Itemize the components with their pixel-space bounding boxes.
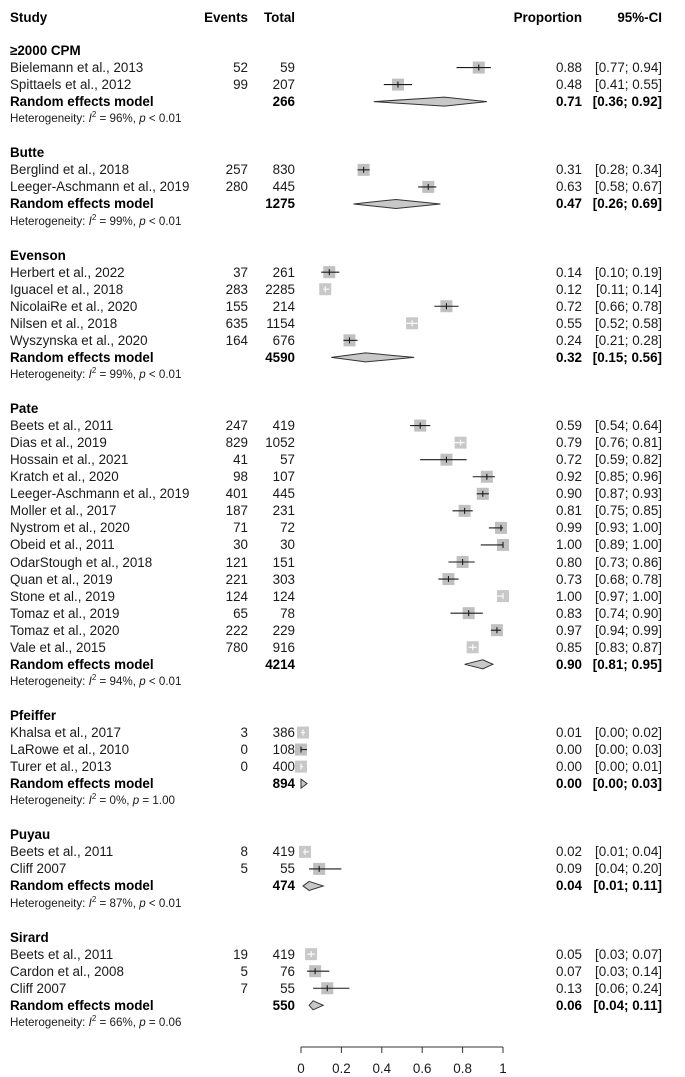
study-ci: [0.58; 0.67] [594,179,662,195]
summary-proportion: 0.00 [555,776,582,792]
study-name: Herbert et al., 2022 [10,264,125,280]
study-ci: [0.06; 0.24] [594,980,662,996]
header-ci: 95%-CI [617,10,662,25]
study-total: 207 [272,77,295,93]
study-proportion: 0.31 [555,162,582,178]
random-effects-row [0,775,685,792]
study-proportion: 0.80 [555,554,582,570]
study-name: Turer et al., 2013 [10,759,112,775]
study-name: Spittaels et al., 2012 [10,77,132,93]
heterogeneity-row [0,673,685,690]
study-row [0,281,685,298]
random-effects-row [0,195,685,212]
study-name: Cliff 2007 [10,861,67,877]
study-proportion: 0.72 [555,298,582,314]
heterogeneity-text: Heterogeneity: $I^2 = 66\%$, p = 0.06 [10,1013,182,1029]
study-events: 7 [240,980,248,996]
study-total: 231 [272,503,295,519]
group-title: Puyau [10,827,51,843]
group-title: Pfeiffer [10,707,57,723]
heterogeneity-row [0,792,685,809]
study-proportion: 0.07 [555,963,582,979]
study-row [0,468,685,485]
study-ci: [0.73; 0.86] [594,554,662,570]
summary-proportion: 0.90 [555,656,582,672]
study-proportion: 0.85 [555,639,582,655]
study-proportion: 1.00 [555,588,582,604]
study-row [0,724,685,741]
study-row [0,178,685,195]
study-total: 59 [280,60,295,76]
study-events: 780 [225,639,248,655]
study-events: 121 [225,554,248,570]
random-effects-row [0,349,685,366]
group-title: Evenson [10,247,66,263]
study-row [0,741,685,758]
study-proportion: 0.81 [555,503,582,519]
study-proportion: 1.00 [555,537,582,553]
random-effects-label: Random effects model [10,997,154,1013]
study-events: 187 [225,503,248,519]
study-ci: [0.89; 1.00] [594,537,662,553]
study-row [0,332,685,349]
study-total: 108 [272,742,295,758]
summary-total: 474 [272,878,295,894]
study-events: 283 [225,281,248,297]
study-ci: [0.41; 0.55] [594,77,662,93]
study-name: Berglind et al., 2018 [10,162,130,178]
study-events: 0 [240,742,248,758]
study-name: Beets et al., 2011 [10,946,114,962]
study-row [0,963,685,980]
group-title-row [0,400,685,417]
study-row [0,946,685,963]
study-ci: [0.21; 0.28] [594,332,662,348]
study-total: 830 [272,162,295,178]
random-effects-label: Random effects model [10,656,154,672]
random-effects-label: Random effects model [10,878,154,894]
study-name: Beets et al., 2011 [10,418,114,434]
study-ci: [0.94; 0.99] [594,622,662,638]
study-row [0,315,685,332]
study-name: Iguacel et al., 2018 [10,281,124,297]
study-ci: [0.77; 0.94] [594,60,662,76]
summary-proportion: 0.04 [555,878,582,894]
study-ci: [0.01; 0.04] [594,844,662,860]
study-ci: [0.66; 0.78] [594,298,662,314]
header-events: Events [204,10,248,25]
study-ci: [0.76; 0.81] [594,435,662,451]
study-total: 916 [272,639,295,655]
study-total: 400 [272,759,295,775]
study-events: 155 [225,298,248,314]
study-events: 635 [225,315,248,331]
study-proportion: 0.24 [555,332,582,348]
random-effects-label: Random effects model [10,196,154,212]
study-row [0,59,685,76]
study-events: 247 [225,418,248,434]
random-effects-row [0,656,685,673]
study-events: 3 [240,725,248,740]
summary-ci: [0.36; 0.92] [592,94,662,110]
study-row [0,758,685,775]
study-name: Bielemann et al., 2013 [10,60,144,76]
study-name: Dias et al., 2019 [10,435,107,451]
study-row [0,519,685,536]
study-total: 419 [272,946,295,962]
group-title: Sirard [10,929,49,945]
study-events: 221 [225,571,248,587]
summary-total: 4214 [265,656,295,672]
study-row [0,980,685,997]
study-ci: [0.10; 0.19] [594,264,662,280]
study-ci: [0.54; 0.64] [594,418,662,434]
summary-proportion: 0.71 [555,94,582,110]
random-effects-label: Random effects model [10,94,154,110]
study-proportion: 0.00 [555,742,582,758]
study-proportion: 0.00 [555,759,582,775]
study-events: 65 [233,605,248,621]
summary-ci: [0.01; 0.11] [593,878,662,894]
study-events: 5 [240,963,248,979]
study-name: Quan et al., 2019 [10,571,113,587]
summary-total: 1275 [265,196,295,212]
study-events: 71 [233,520,248,536]
study-proportion: 0.79 [555,435,582,451]
study-ci: [0.68; 0.78] [594,571,662,587]
study-ci: [0.00; 0.03] [594,742,662,758]
study-proportion: 0.12 [555,281,582,297]
study-total: 57 [280,452,295,468]
study-name: Khalsa et al., 2017 [10,725,121,740]
x-tick-label: 0.2 [332,1060,351,1076]
study-name: LaRowe et al., 2010 [10,742,130,758]
study-name: Obeid et al., 2011 [10,537,115,553]
study-total: 214 [272,298,295,314]
study-proportion: 0.88 [555,60,582,76]
study-name: Cardon et al., 2008 [10,963,124,979]
study-proportion: 0.05 [555,946,582,962]
heterogeneity-row [0,895,685,912]
heterogeneity-text: Heterogeneity: $I^2 = 0\%$, p = 1.00 [10,792,175,808]
study-row [0,298,685,315]
summary-ci: [0.15; 0.56] [592,349,662,365]
summary-ci: [0.81; 0.95] [592,656,662,672]
x-tick-label: 0.8 [453,1060,472,1076]
study-name: Kratch et al., 2020 [10,469,119,485]
heterogeneity-text: Heterogeneity: $I^2 = 87\%$, p < 0.01 [10,894,182,910]
study-row [0,639,685,656]
header-study: Study [10,10,48,25]
study-proportion: 0.13 [555,980,582,996]
random-effects-label: Random effects model [10,776,154,792]
summary-ci: [0.00; 0.03] [592,776,662,792]
study-total: 2285 [265,281,295,297]
study-ci: [0.75; 0.85] [594,503,662,519]
random-effects-row [0,997,685,1014]
study-events: 222 [225,622,248,638]
summary-ci: [0.04; 0.11] [593,997,662,1013]
study-name: Leeger-Aschmann et al., 2019 [10,179,190,195]
summary-total: 550 [272,997,295,1013]
heterogeneity-text: Heterogeneity: $I^2 = 96\%$, p < 0.01 [10,110,182,126]
study-events: 52 [233,60,248,76]
study-row [0,485,685,502]
study-events: 280 [225,179,248,195]
study-proportion: 0.02 [555,844,582,860]
study-name: Hossain et al., 2021 [10,452,129,468]
header-proportion: Proportion [513,10,582,25]
group-title: ≥2000 CPM [10,43,81,58]
study-ci: [0.03; 0.07] [594,946,662,962]
study-total: 107 [272,469,295,485]
random-effects-row [0,93,685,110]
study-ci: [0.74; 0.90] [594,605,662,621]
summary-total: 894 [272,776,295,792]
study-events: 19 [233,946,248,962]
random-effects-row [0,877,685,894]
study-ci: [0.97; 1.00] [594,588,662,604]
study-ci: [0.00; 0.01] [594,759,662,775]
study-proportion: 0.73 [555,571,582,587]
study-total: 78 [280,605,295,621]
summary-proportion: 0.06 [555,997,582,1013]
study-name: Cliff 2007 [10,980,67,996]
summary-total: 266 [272,94,295,110]
study-name: Nilsen et al., 2018 [10,315,118,331]
study-row [0,434,685,451]
x-tick-label: 1 [499,1060,507,1076]
study-proportion: 0.55 [555,315,582,331]
study-proportion: 0.90 [555,486,582,502]
group-title-row [0,42,685,59]
study-ci: [0.04; 0.20] [594,861,662,877]
x-tick-label: 0.4 [372,1060,392,1076]
study-ci: [0.11; 0.14] [595,281,662,297]
study-name: Stone et al., 2019 [10,588,115,604]
study-proportion: 0.59 [555,418,582,434]
study-row [0,502,685,519]
study-total: 72 [280,520,295,536]
study-events: 41 [233,452,248,468]
summary-proportion: 0.47 [555,196,582,212]
study-row [0,76,685,93]
study-proportion: 0.09 [555,861,582,877]
study-total: 386 [272,725,295,740]
summary-total: 4590 [265,349,295,365]
study-total: 1154 [266,315,295,331]
study-name: Wyszynska et al., 2020 [10,332,148,348]
study-row [0,264,685,281]
study-name: Tomaz et al., 2020 [10,622,120,638]
study-row [0,571,685,588]
study-proportion: 0.99 [555,520,582,536]
group-title-row [0,247,685,264]
study-total: 676 [272,332,295,348]
study-row [0,588,685,605]
study-total: 419 [272,844,295,860]
study-total: 30 [280,537,295,553]
study-total: 151 [272,554,295,570]
heterogeneity-row [0,366,685,383]
study-total: 229 [272,622,295,638]
x-tick-label: 0.6 [412,1060,432,1076]
study-row [0,451,685,468]
study-total: 55 [280,980,295,996]
study-proportion: 0.63 [555,179,582,195]
heterogeneity-row [0,213,685,230]
study-row [0,622,685,639]
study-proportion: 0.92 [555,469,582,485]
heterogeneity-row [0,110,685,127]
group-title: Pate [10,401,39,417]
study-row [0,161,685,178]
study-ci: [0.93; 1.00] [594,520,662,536]
group-title: Butte [10,145,45,161]
study-total: 1052 [265,435,295,451]
study-events: 30 [233,537,248,553]
heterogeneity-text: Heterogeneity: $I^2 = 99\%$, p < 0.01 [10,365,182,381]
study-events: 257 [225,162,248,178]
group-title-row [0,929,685,946]
study-ci: [0.00; 0.02] [594,725,662,740]
study-events: 401 [225,486,248,502]
study-events: 124 [225,588,248,604]
header-total: Total [264,10,295,25]
study-name: Beets et al., 2011 [10,844,114,860]
study-events: 829 [225,435,248,451]
heterogeneity-text: Heterogeneity: $I^2 = 99\%$, p < 0.01 [10,212,182,228]
study-ci: [0.03; 0.14] [594,963,662,979]
study-row [0,605,685,622]
heterogeneity-text: Heterogeneity: $I^2 = 94\%$, p < 0.01 [10,672,182,688]
study-name: NicolaiRe et al., 2020 [10,298,138,314]
study-total: 419 [272,418,295,434]
study-row [0,417,685,434]
study-row [0,554,685,571]
study-events: 98 [233,469,248,485]
study-ci: [0.87; 0.93] [594,486,662,502]
group-title-row [0,144,685,161]
study-ci: [0.59; 0.82] [594,452,662,468]
study-name: OdarStough et al., 2018 [10,554,153,570]
study-row [0,536,685,553]
study-events: 0 [240,759,248,775]
study-events: 37 [233,264,248,280]
study-ci: [0.83; 0.87] [594,639,662,655]
group-title-row [0,707,685,724]
study-events: 8 [240,844,248,860]
study-proportion: 0.48 [555,77,582,93]
study-total: 124 [272,588,295,604]
study-total: 445 [272,486,295,502]
study-name: Vale et al., 2015 [10,639,106,655]
study-name: Nystrom et al., 2020 [10,520,130,536]
study-name: Leeger-Aschmann et al., 2019 [10,486,190,502]
study-total: 261 [272,264,295,280]
study-proportion: 0.97 [555,622,582,638]
study-proportion: 0.83 [555,605,582,621]
study-row [0,860,685,877]
heterogeneity-row [0,1014,685,1031]
study-ci: [0.28; 0.34] [594,162,662,178]
study-name: Tomaz et al., 2019 [10,605,120,621]
study-total: 55 [280,861,295,877]
study-total: 303 [272,571,295,587]
random-effects-label: Random effects model [10,349,154,365]
study-proportion: 0.01 [555,725,582,740]
study-proportion: 0.14 [555,264,582,280]
study-name: Moller et al., 2017 [10,503,117,519]
study-proportion: 0.72 [555,452,582,468]
group-title-row [0,826,685,843]
summary-proportion: 0.32 [555,349,582,365]
header-row [0,9,685,26]
study-ci: [0.85; 0.96] [594,469,662,485]
study-events: 99 [233,77,248,93]
study-total: 445 [272,179,295,195]
study-total: 76 [280,963,295,979]
study-events: 164 [225,332,248,348]
x-axis [297,1047,506,1076]
summary-ci: [0.26; 0.69] [592,196,662,212]
x-tick-label: 0 [297,1060,305,1076]
study-events: 5 [240,861,248,877]
study-ci: [0.52; 0.58] [594,315,662,331]
study-row [0,843,685,860]
